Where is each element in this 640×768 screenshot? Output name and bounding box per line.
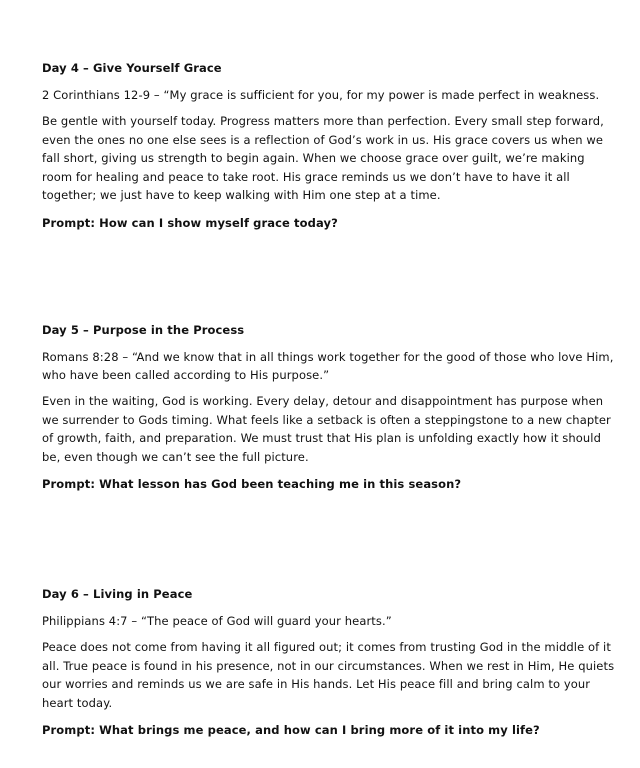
journal-prompt: Prompt: What lesson has God been teaching me in this season? [42,477,462,491]
devotional-text: Peace does not come from having it all figured out; it comes from trusting God in the middle of it all. True peace is found in his presence, not in our circumstances. When we rest in Him, He quiets our worries and reminds us we are safe in His hands. Let His peace fill and bring calm to your heart today. [42,640,615,710]
day-5-section [42,321,618,493]
day-6-section [42,585,618,739]
scripture-verse: Romans 8:28 – “And we know that in all things work together for the good of those who love Him, who have been called according to His purpose.” [42,350,614,382]
document-page [42,0,618,768]
scripture-verse: 2 Corinthians 12-9 – “My grace is sufficient for you, for my power is made perfect in weakness. [42,88,600,102]
devotional-text: Be gentle with yourself today. Progress matters more than perfection. Every small step forward, even the ones no one else sees is a reflection of God’s work in us. His grace covers us when we fall short, giving us strength to begin again. When we choose grace over guilt, we’re making room for healing and peace to take root. His grace reminds us we don’t have to have it all together; we just have to keep walking with Him one step at a time. [42,114,604,202]
day-title: Day 5 – Purpose in the Process [42,323,245,337]
devotional-text: Even in the waiting, God is working. Every delay, detour and disappointment has purpose when we surrender to Gods timing. What feels like a setback is often a steppingstone to a new chapter of growth, faith, and preparation. We must trust that His plan is unfolding exactly how it should be, even though we can’t see the full picture. [42,394,611,464]
day-4-section [42,59,618,232]
day-title: Day 6 – Living in Peace [42,587,193,601]
day-title: Day 4 – Give Yourself Grace [42,61,222,75]
journal-prompt: Prompt: What brings me peace, and how can I bring more of it into my life? [42,723,540,737]
journal-prompt: Prompt: How can I show myself grace today? [42,215,338,230]
scripture-verse: Philippians 4:7 – “The peace of God will guard your hearts.” [42,614,392,628]
